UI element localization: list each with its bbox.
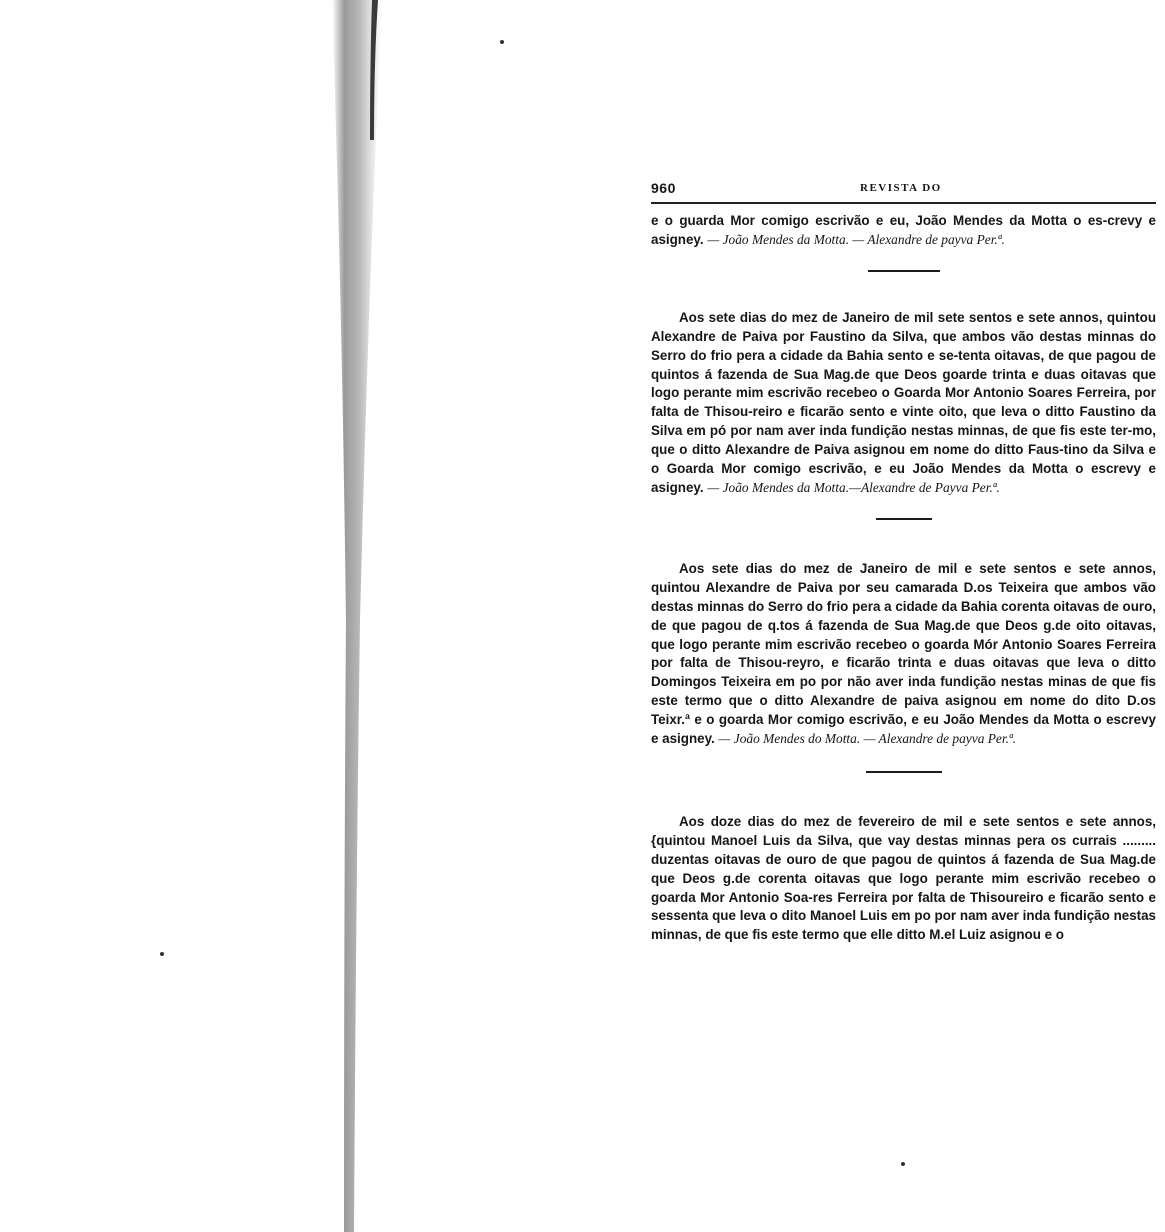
entry-text: Aos doze dias do mez de fevereiro de mil e sete sentos e sete annos, {quintou Manoel Luis da Silva, que vay destas minnas pera os currais ......... duzentas oitavas de ouro de que pagou de quintos á fazenda de Sua Mag.de que Deos g.de corenta oitavas que logo perante mim escrivão recebeo o goarda Mor Antonio Soa-res Ferreira por falta de Thisoureiro e ficarão sento e sessenta que leva o dito Manoel Luis em po por nam aver inda fundição nestas minnas, de que fis este termo que elle ditto M.el Luiz asignou e o bbox=[651, 813, 1156, 943]
section-divider bbox=[866, 771, 942, 773]
page-number: 960 bbox=[651, 180, 676, 196]
entry-signatures: — João Mendes da Motta. — Alexandre de payva Per.ª. bbox=[707, 231, 1005, 247]
entry-text: Aos sete dias do mez de Janeiro de mil sete sentos e sete annos, quintou Alexandre de Paiva por Faustino da Silva, que ambos vão destas minnas do Serro do frio pera a cidade da Bahia sento e se-tenta oitavas, de que pagou de quintos á fazenda de Sua Mag.de que Deos goarde trinta e duas oitavas que logo perante mim escrivão recebeo o Goarda Mor Antonio Soares Ferreira, por falta de Thisou-reiro e ficarão sento e vinte oito, que leva o ditto Faustino da Silva em pó por nam aver inda fundição nestas minnas, de que fis este ter-mo, que o ditto Alexandre de Paiva asignou em nome do ditto Faus-tino da Silva e o Goarda Mor comigo escrivão, e eu João Mendes da Motta o escrevy e asigney. bbox=[651, 309, 1156, 495]
entry-paragraph bbox=[651, 309, 1156, 498]
page-speck bbox=[160, 952, 164, 956]
entry-paragraph bbox=[651, 813, 1156, 945]
entry-paragraph bbox=[651, 212, 1156, 250]
page-speck bbox=[500, 40, 504, 44]
running-title: REVISTA DO bbox=[860, 182, 942, 194]
document-page bbox=[651, 180, 1156, 945]
entry-text: Aos sete dias do mez de Janeiro de mil e sete sentos e sete annos, quintou Alexandre de Paiva por seu camarada D.os Teixeira que ambos vão destas minnas do Serro do frio pera a cidade da Bahia corenta oitavas de ouro, de que pagou de q.tos á fazenda de Sua Mag.de que Deos g.de oito oitavas, que logo perante mim escrivão recebeo o goarda Mór Antonio Soares Ferreira por falta de Thisou-reyro, e ficarão trinta e duas oitavas que leva o ditto Domingos Teixeira em po por não aver inda fundição nestas minas de que fis este termo que o ditto Alexandre de paiva asignou em nome do dito D.os Teixr.ª e o goarda Mor comigo escrivão, e eu João Mendes da Motta o escrevy e asigney. bbox=[651, 560, 1156, 747]
page-header bbox=[651, 180, 1156, 204]
section-divider bbox=[868, 270, 940, 272]
section-divider bbox=[876, 518, 932, 520]
entry-paragraph bbox=[651, 560, 1156, 749]
book-gutter-shadow bbox=[330, 0, 392, 1232]
entry-signatures: — João Mendes do Motta. — Alexandre de payva Per.ª. bbox=[718, 731, 1016, 747]
page-speck bbox=[901, 1162, 905, 1166]
entry-signatures: — João Mendes da Motta.—Alexandre de Payva Per.ª. bbox=[707, 479, 1000, 495]
entry-text: e o guarda Mor comigo escrivão e eu, João Mendes da Motta o es-crevy e asigney. bbox=[651, 213, 1156, 247]
